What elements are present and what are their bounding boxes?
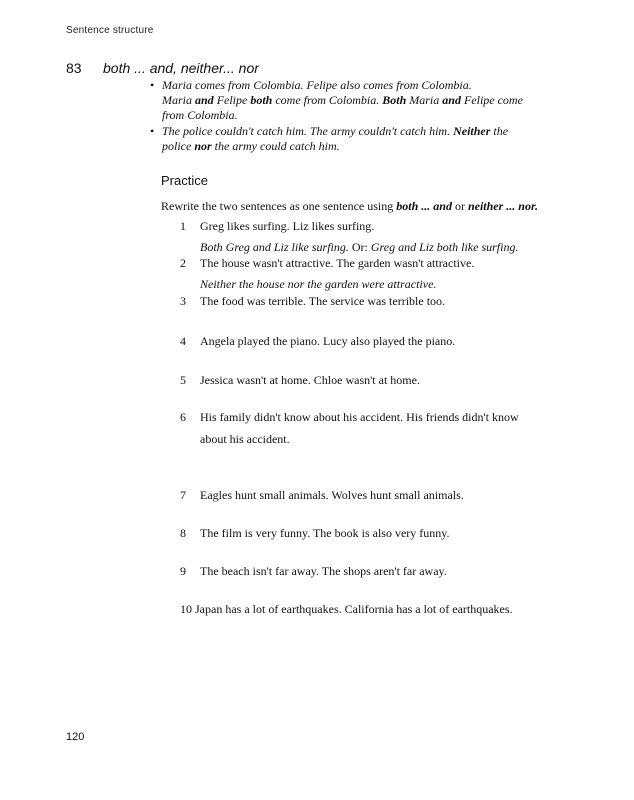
exercise-item-8 <box>180 522 580 544</box>
practice-instruction <box>161 199 538 214</box>
example-fragment: Felipe <box>213 93 251 107</box>
answer-text: Both Greg and Liz like surfing. <box>200 240 349 254</box>
item-text: Eagles hunt small animals. Wolves hunt small animals. <box>200 488 464 502</box>
instruction-text: or <box>451 199 468 213</box>
exercise-item-5 <box>180 369 580 391</box>
item-text: The house wasn't attractive. The garden wasn't attractive. <box>200 256 475 270</box>
item-text: The film is very funny. The book is also very funny. <box>200 526 450 540</box>
emphasis-word: nor <box>194 139 212 153</box>
example-1 <box>150 78 570 123</box>
item-number: 6 <box>180 410 186 424</box>
example-fragment: Maria <box>406 93 443 107</box>
exercise-item-2 <box>180 252 580 274</box>
unit-title: both ... and, neither... nor <box>103 60 259 76</box>
item-text: Greg likes surfing. Liz likes surfing. <box>200 219 375 233</box>
answer-text: Greg and Liz both like surfing. <box>370 240 519 254</box>
item-text: The beach isn't far away. The shops aren't far away. <box>200 564 447 578</box>
item-number: 10 <box>180 602 192 616</box>
example-fragment: Maria <box>162 93 195 107</box>
page-number: 120 <box>66 731 85 743</box>
unit-number: 83 <box>66 60 82 76</box>
emphasis-word: and <box>195 93 214 107</box>
emphasis-word: and <box>442 93 461 107</box>
example-text <box>162 124 570 154</box>
example-text <box>162 78 570 123</box>
exercise-item-1 <box>180 215 580 237</box>
instruction-text: Rewrite the two sentences as one sentence using <box>161 199 397 213</box>
exercise-item-7 <box>180 484 580 506</box>
item-number: 3 <box>180 294 186 308</box>
exercise-item-6 <box>180 406 580 450</box>
item-text: Japan has a lot of earthquakes. California has a lot of earthquakes. <box>195 602 513 616</box>
bullet-icon: • <box>150 124 155 138</box>
practice-heading: Practice <box>161 173 208 188</box>
item-number: 2 <box>180 256 186 270</box>
emphasis-word: Neither <box>453 124 491 138</box>
example-fragment: come from Colombia. <box>272 93 383 107</box>
example-fragment: the <box>490 124 509 138</box>
item-text-continued: about his accident. <box>200 432 290 446</box>
example-fragment: Felipe come <box>460 93 523 107</box>
item-text: The food was terrible. The service was terrible too. <box>200 294 446 308</box>
running-header: Sentence structure <box>66 25 154 36</box>
exercise-item-10 <box>180 598 620 620</box>
item-number: 1 <box>180 219 186 233</box>
item-text: His family didn't know about his accident. His friends didn't know <box>200 410 519 424</box>
example-fragment: Maria comes from Colombia. Felipe also comes from Colombia. <box>162 78 472 92</box>
emphasis-word: Both <box>382 93 407 107</box>
instruction-keyword: neither ... nor. <box>467 199 538 213</box>
item-number: 9 <box>180 564 186 578</box>
item-text: Angela played the piano. Lucy also played the piano. <box>200 334 456 348</box>
emphasis-word: both <box>250 93 273 107</box>
exercise-item-4 <box>180 330 580 352</box>
instruction-keyword: both ... and <box>396 199 452 213</box>
example-2 <box>150 124 570 154</box>
item-text: Jessica wasn't at home. Chloe wasn't at home. <box>200 373 420 387</box>
item-number: 4 <box>180 334 186 348</box>
answer-2: Neither the house nor the garden were attractive. <box>200 277 437 291</box>
example-fragment: from Colombia. <box>162 108 238 122</box>
exercise-item-3 <box>180 290 580 312</box>
example-fragment: police <box>162 139 195 153</box>
answer-or: Or: <box>351 240 368 254</box>
bullet-icon: • <box>150 78 155 92</box>
item-number: 5 <box>180 373 186 387</box>
exercise-item-9 <box>180 560 580 582</box>
item-number: 8 <box>180 526 186 540</box>
example-fragment: the army could catch him. <box>211 139 340 153</box>
item-number: 7 <box>180 488 186 502</box>
example-fragment: The police couldn't catch him. The army couldn't catch him. <box>162 124 454 138</box>
